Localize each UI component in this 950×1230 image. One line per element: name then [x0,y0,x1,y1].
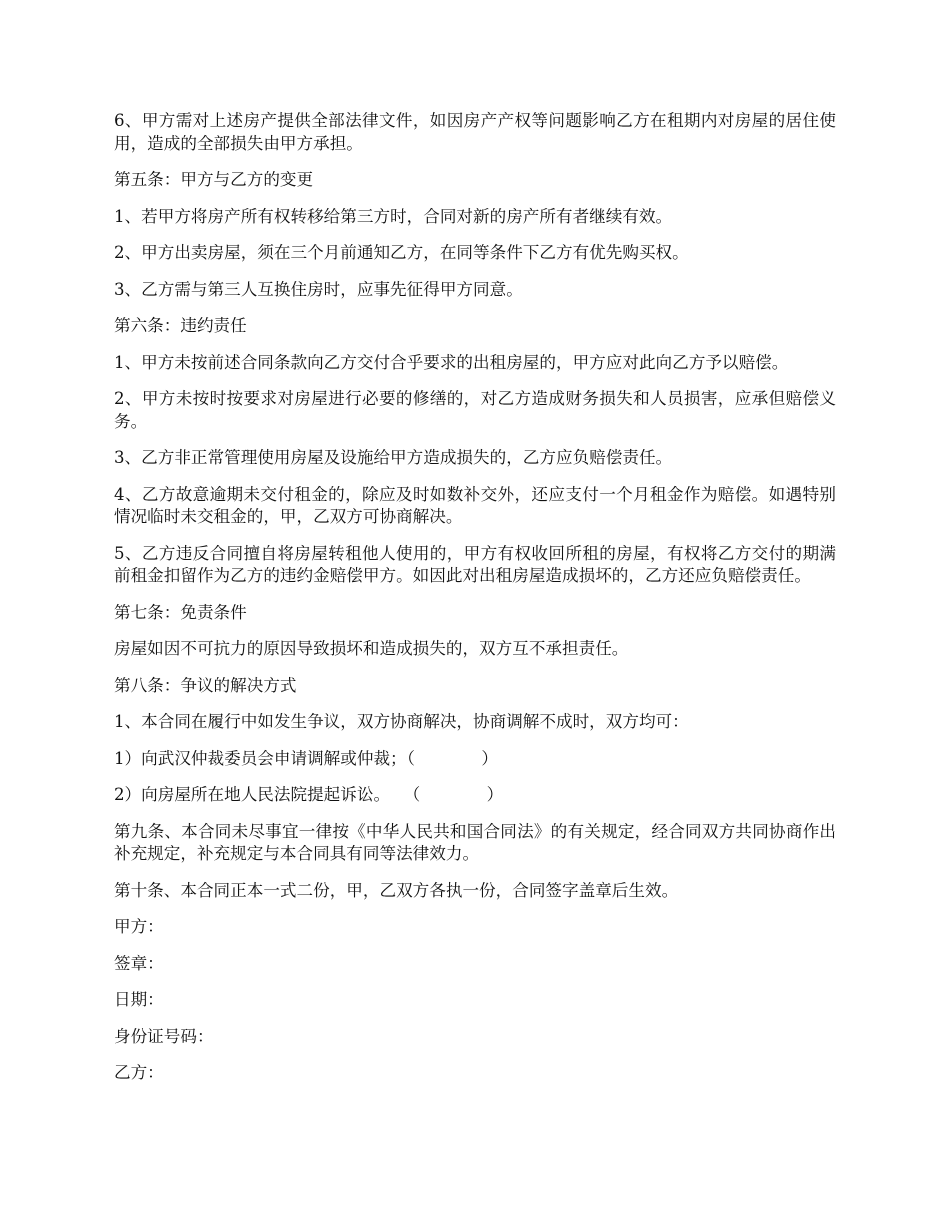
party-b-label: 乙方： [114,1063,164,1082]
date-label: 日期： [114,990,164,1009]
article-6-item-4: 4、乙方故意逾期未交付租金的，除应及时如数补交外，还应支付一个月租金作为赔偿。如遇特别情况临时未交租金的，甲，乙双方可协商解决。 [114,484,836,526]
article-6-item-5: 5、乙方违反合同擅自将房屋转租他人使用的，甲方有权收回所租的房屋，有权将乙方交付的期满前租金扣留作为乙方的违约金赔偿甲方。如因此对出租房屋造成损坏的，乙方还应负赔偿责任。 [114,543,836,585]
article-6-heading: 第六条：违约责任 [114,316,247,335]
article-5-item-3: 3、乙方需与第三人互换住房时，应事先征得甲方同意。 [114,279,523,299]
article-5-item-2: 2、甲方出卖房屋，须在三个月前通知乙方，在同等条件下乙方有优先购买权。 [114,243,689,262]
signature-label: 签章： [114,953,164,973]
article-8-item-1: 1、本合同在履行中如发生争议，双方协商解决，协商调解不成时，双方均可： [114,712,689,731]
article-7-body: 房屋如因不可抗力的原因导致损坏和造成损失的，双方互不承担责任。 [114,639,629,658]
article-8-option-1: 1）向武汉仲裁委员会申请调解或仲裁；（ ） [114,748,498,768]
article-8-heading: 第八条：争议的解决方式 [114,675,297,695]
article-8-option-2: 2）向房屋所在地人民法院提起诉讼。 （ ） [114,785,504,804]
id-number-label: 身份证号码： [114,1026,214,1046]
clause-4-item-6: 6、甲方需对上述房产提供全部法律文件，如因房产产权等问题影响乙方在租期内对房屋的居住使用，造成的全部损失由甲方承担。 [114,111,836,153]
article-6-item-2: 2、甲方未按时按要求对房屋进行必要的修缮的，对乙方造成财务损失和人员损害，应承但赔偿义务。 [114,389,836,431]
article-10: 第十条、本合同正本一式二份，甲，乙双方各执一份，合同签字盖章后生效。 [114,880,679,900]
party-a-label: 甲方： [114,917,164,936]
article-5-heading: 第五条：甲方与乙方的变更 [114,170,314,189]
article-6-item-3: 3、乙方非正常管理使用房屋及设施给甲方造成损失的，乙方应负赔偿责任。 [114,448,673,467]
article-9: 第九条、本合同未尽事宜一律按《中华人民共和国合同法》的有关规定，经合同双方共同协商作出补充规定，补充规定与本合同具有同等法律效力。 [114,821,836,863]
article-5-item-1: 1、若甲方将房产所有权转移给第三方时，合同对新的房产所有者继续有效。 [114,206,673,226]
article-6-item-1: 1、甲方未按前述合同条款向乙方交付合乎要求的出租房屋的，甲方应对此向乙方予以赔偿。 [114,352,789,372]
article-7-heading: 第七条：免责条件 [114,602,247,622]
